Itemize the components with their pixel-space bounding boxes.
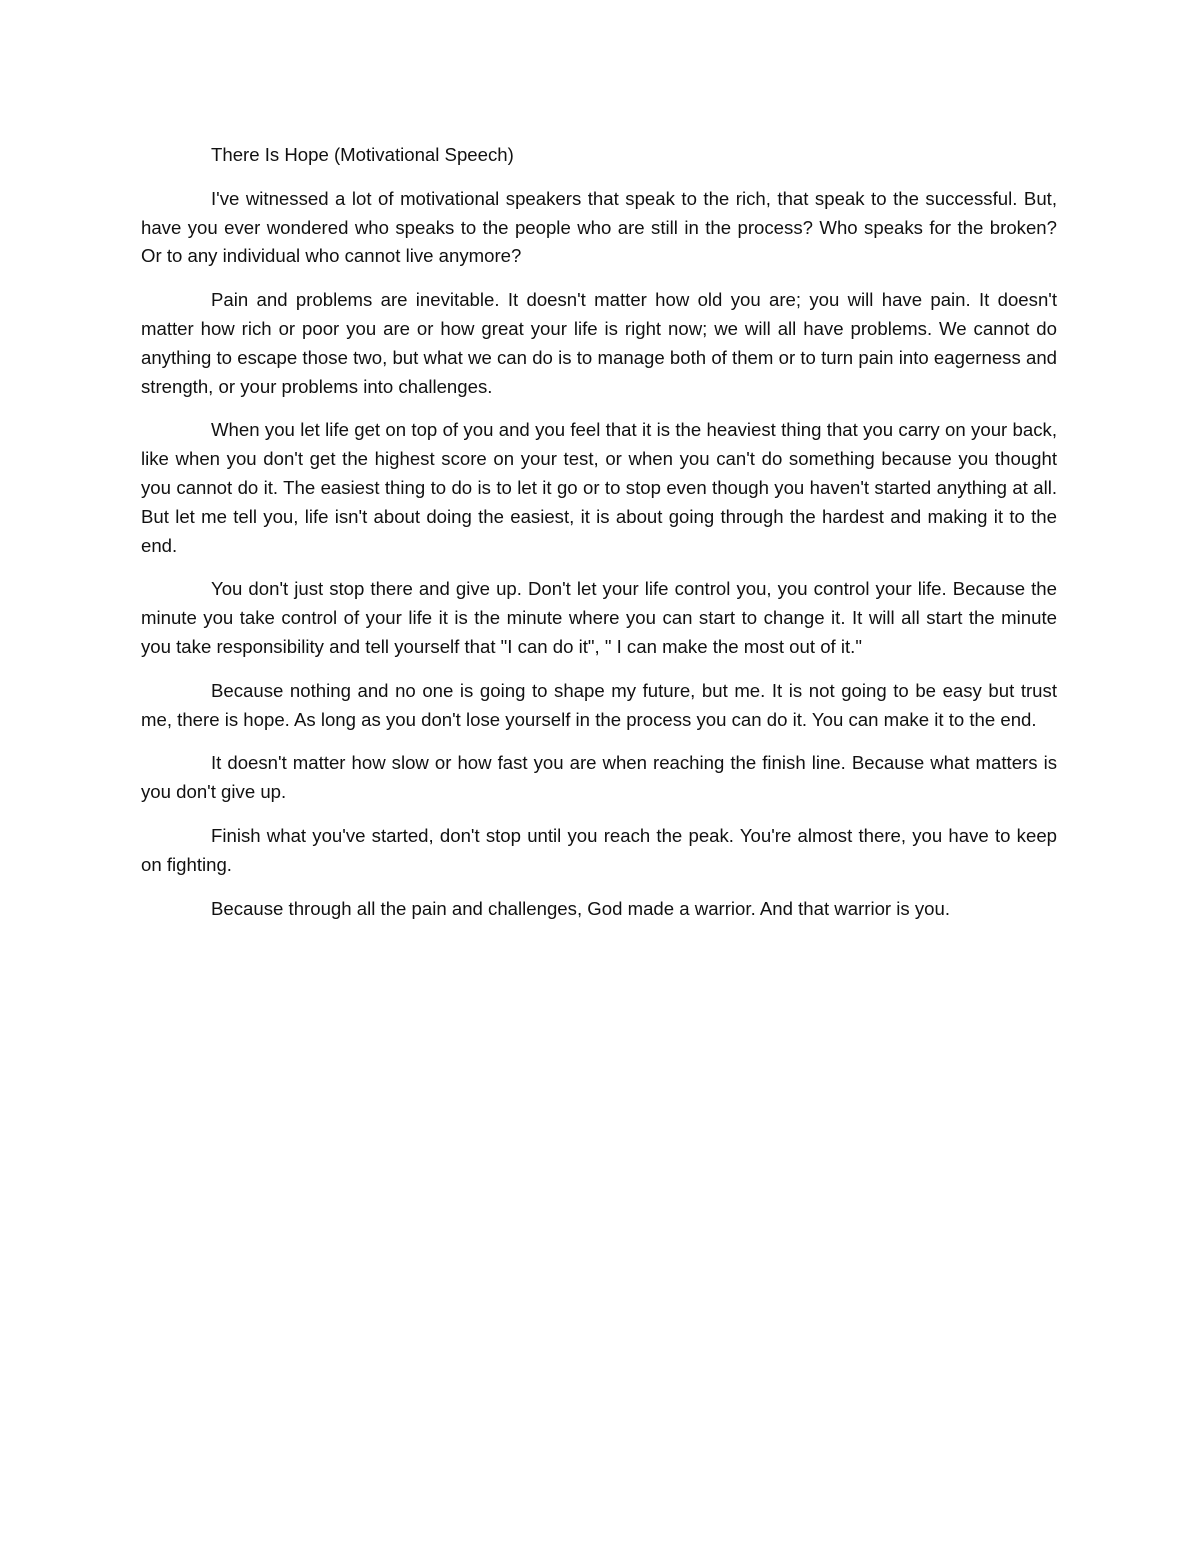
paragraph-6: It doesn't matter how slow or how fast you are when reaching the finish line. Because what matters is you don't give up. bbox=[141, 752, 1057, 803]
paragraph-7: Finish what you've started, don't stop until you reach the peak. You're almost there, you have to keep on fighting. bbox=[141, 824, 1057, 875]
paragraph-5: Because nothing and no one is going to shape my future, but me. It is not going to be easy but trust me, there is hope. As long as you don't lose yourself in the process you can do it. You can make it to the end. bbox=[141, 679, 1057, 730]
paragraph-4: You don't just stop there and give up. Don't let your life control you, you control your life. Because the minute you take control of your life it is the minute where you can start to change it. It will all start the minute you take responsibility and tell yourself that "I can do it", " I can make the most out of it." bbox=[141, 578, 1057, 657]
document-body bbox=[141, 141, 1057, 938]
document-title: There Is Hope (Motivational Speech) bbox=[211, 144, 514, 165]
paragraph-3: When you let life get on top of you and you feel that it is the heaviest thing that you carry on your back, like when you don't get the highest score on your test, or when you can't do something because you thought you cannot do it. The easiest thing to do is to let it go or to stop even though you haven't started anything at all. But let me tell you, life isn't about doing the easiest, it is about going through the hardest and making it to the end. bbox=[141, 419, 1057, 556]
paragraph-2: Pain and problems are inevitable. It doesn't matter how old you are; you will have pain. It doesn't matter how rich or poor you are or how great your life is right now; we will all have problems. We cannot do anything to escape those two, but what we can do is to manage both of them or to turn pain into eagerness and strength, or your problems into challenges. bbox=[141, 289, 1057, 397]
paragraph-1: I've witnessed a lot of motivational speakers that speak to the rich, that speak to the successful. But, have you ever wondered who speaks to the people who are still in the process? Who speaks for the broken? Or to any individual who cannot live anymore? bbox=[141, 187, 1057, 267]
paragraph-8: Because through all the pain and challenges, God made a warrior. And that warrior is you. bbox=[211, 897, 951, 919]
